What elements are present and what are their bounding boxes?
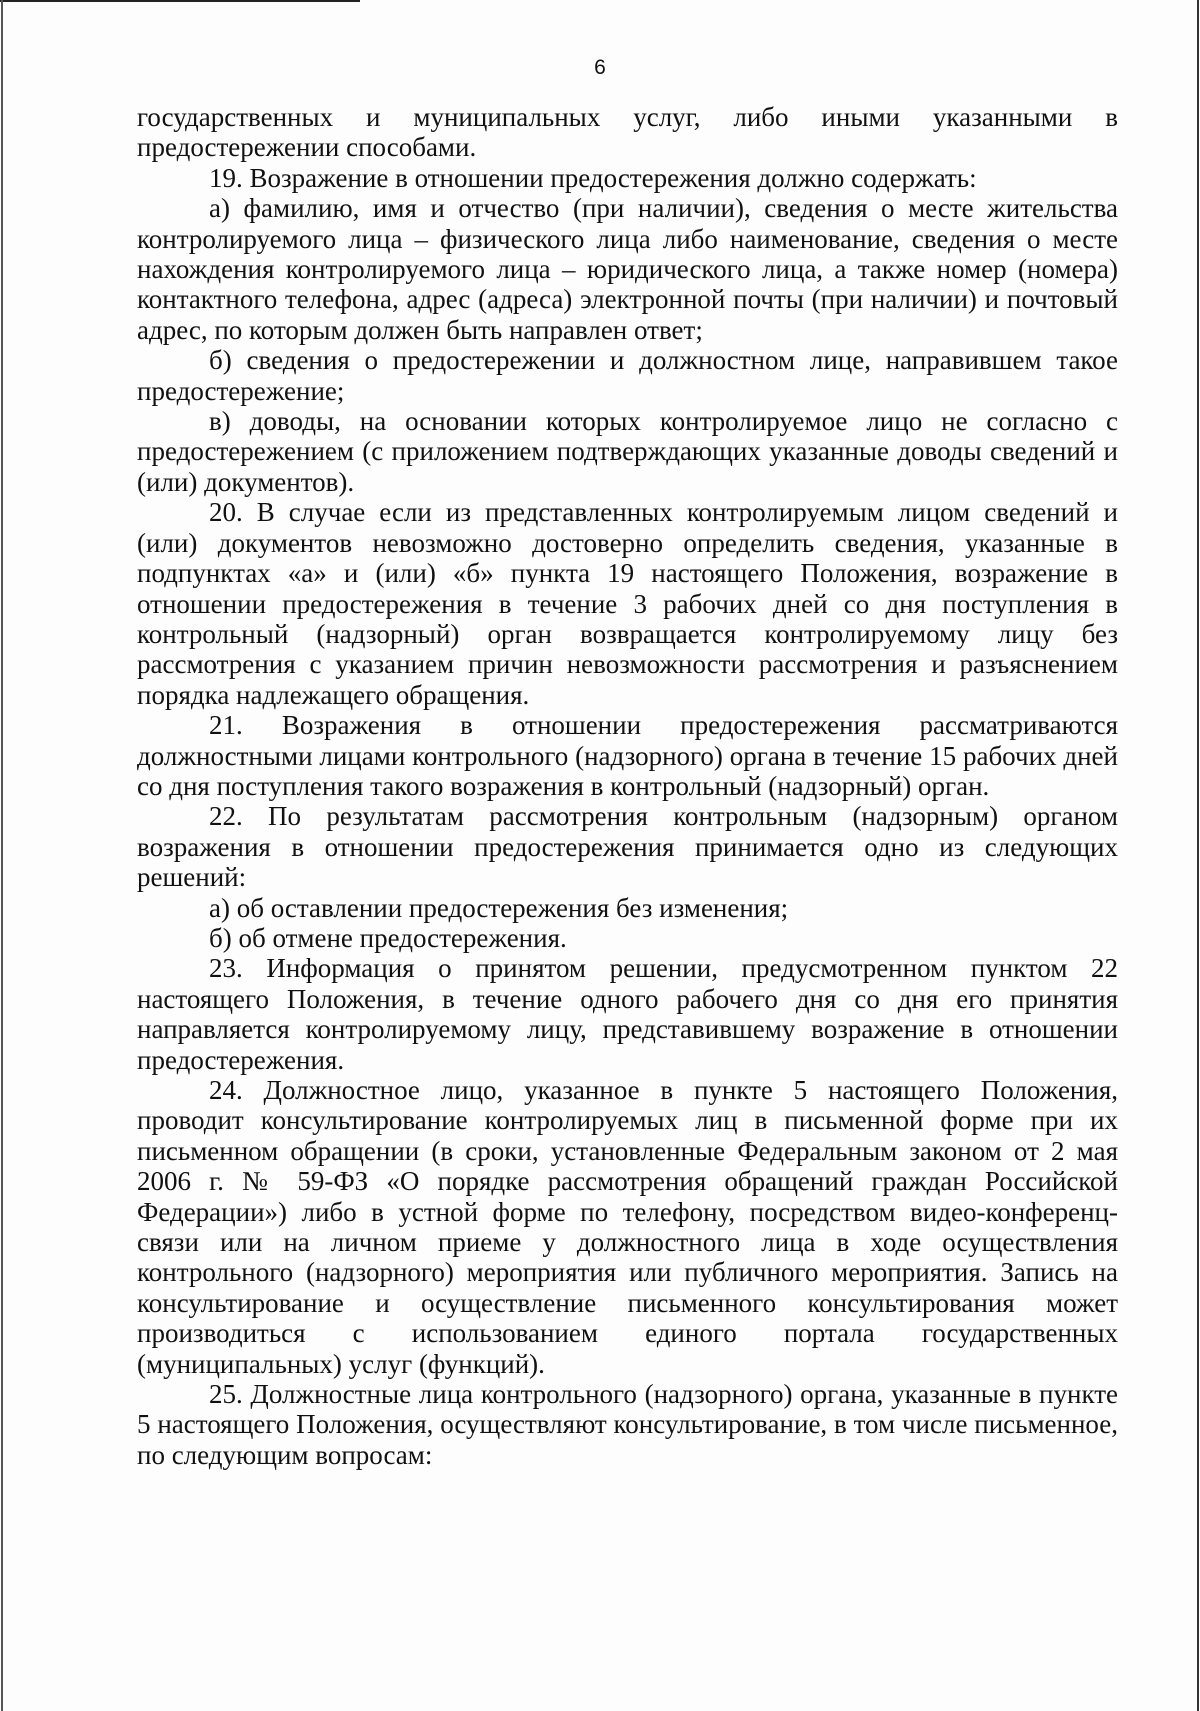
paragraph-item-25: 25. Должностные лица контрольного (надзорного) органа, указанные в пункте 5 настоящего Положения, осуществляют консультирование, в том числе письменное, по следующим вопросам: [137,1379,1118,1470]
document-body [137,102,1118,1470]
paragraph-item-23: 23. Информация о принятом решении, предусмотренном пунктом 22 настоящего Положения, в течение одного рабочего дня со дня его принятия направляется контролируемому лицу, представившему возражение в отношении предостережения. [137,953,1118,1075]
page-number: 6 [594,56,606,79]
scan-edge-left [1,0,3,1711]
paragraph-subitem-v: в) доводы, на основании которых контролируемое лицо не согласно с предостережением (с приложением подтверждающих указанные доводы сведений и (или) документов). [137,406,1118,497]
paragraph-decision-a: а) об оставлении предостережения без изменения; [209,892,789,923]
paragraph-item-22: 22. По результатам рассмотрения контрольным (надзорным) органом возражения в отношении предостережения принимается одно из следующих решений: [137,801,1118,893]
paragraph-item-24: 24. Должностное лицо, указанное в пункте 5 настоящего Положения, проводит консультирование контролируемых лиц в письменной форме при их письменном обращении (в сроки, установленные Федеральным законом от 2 мая 2006 г. № 59-ФЗ «О порядке рассмотрения обращений граждан Российской Федерации») либо в устной форме по телефону, посредством видео-конференц-связи или на личном приеме у должностного лица в ходе осуществления контрольного (надзорного) мероприятия или публичного мероприятия. Запись на консультирование и осуществление письменного консультирования может производиться с использованием единого портала государственных (муниципальных) услуг (функций). [137,1075,1118,1379]
paragraph-item-20: 20. В случае если из представленных контролируемым лицом сведений и (или) документов невозможно достоверно определить сведения, указанные в подпунктах «а» и (или) «б» пункта 19 настоящего Положения, возражение в отношении предостережения в течение 3 рабочих дней со дня поступления в контрольный (надзорный) орган возвращается контролируемому лицу без рассмотрения с указанием причин невозможности рассмотрения и разъяснением порядка надлежащего обращения. [137,497,1118,710]
paragraph-continuation: государственных и муниципальных услуг, либо иными указанными в предостережении способами. [137,102,1118,163]
scan-edge-right [1197,0,1199,1711]
paragraph-item-19: 19. Возражение в отношении предостережения должно содержать: [209,162,977,193]
paragraph-item-21: 21. Возражения в отношении предостережения рассматриваются должностными лицами контрольного (надзорного) органа в течение 15 рабочих дней со дня поступления такого возражения в контрольный (надзорный) орган. [137,710,1118,801]
paragraph-subitem-b: б) сведения о предостережении и должностном лице, направившем такое предостережение; [137,345,1118,406]
paragraph-subitem-a: а) фамилию, имя и отчество (при наличии), сведения о месте жительства контролируемого лица – физического лица либо наименование, сведения о месте нахождения контролируемого лица – юридического лица, а также номер (номера) контактного телефона, адрес (адреса) электронной почты (при наличии) и почтовый адрес, по которым должен быть направлен ответ; [137,193,1118,345]
scan-edge-top [0,0,360,2]
paragraph-decision-b: б) об отмене предостережения. [209,922,567,953]
